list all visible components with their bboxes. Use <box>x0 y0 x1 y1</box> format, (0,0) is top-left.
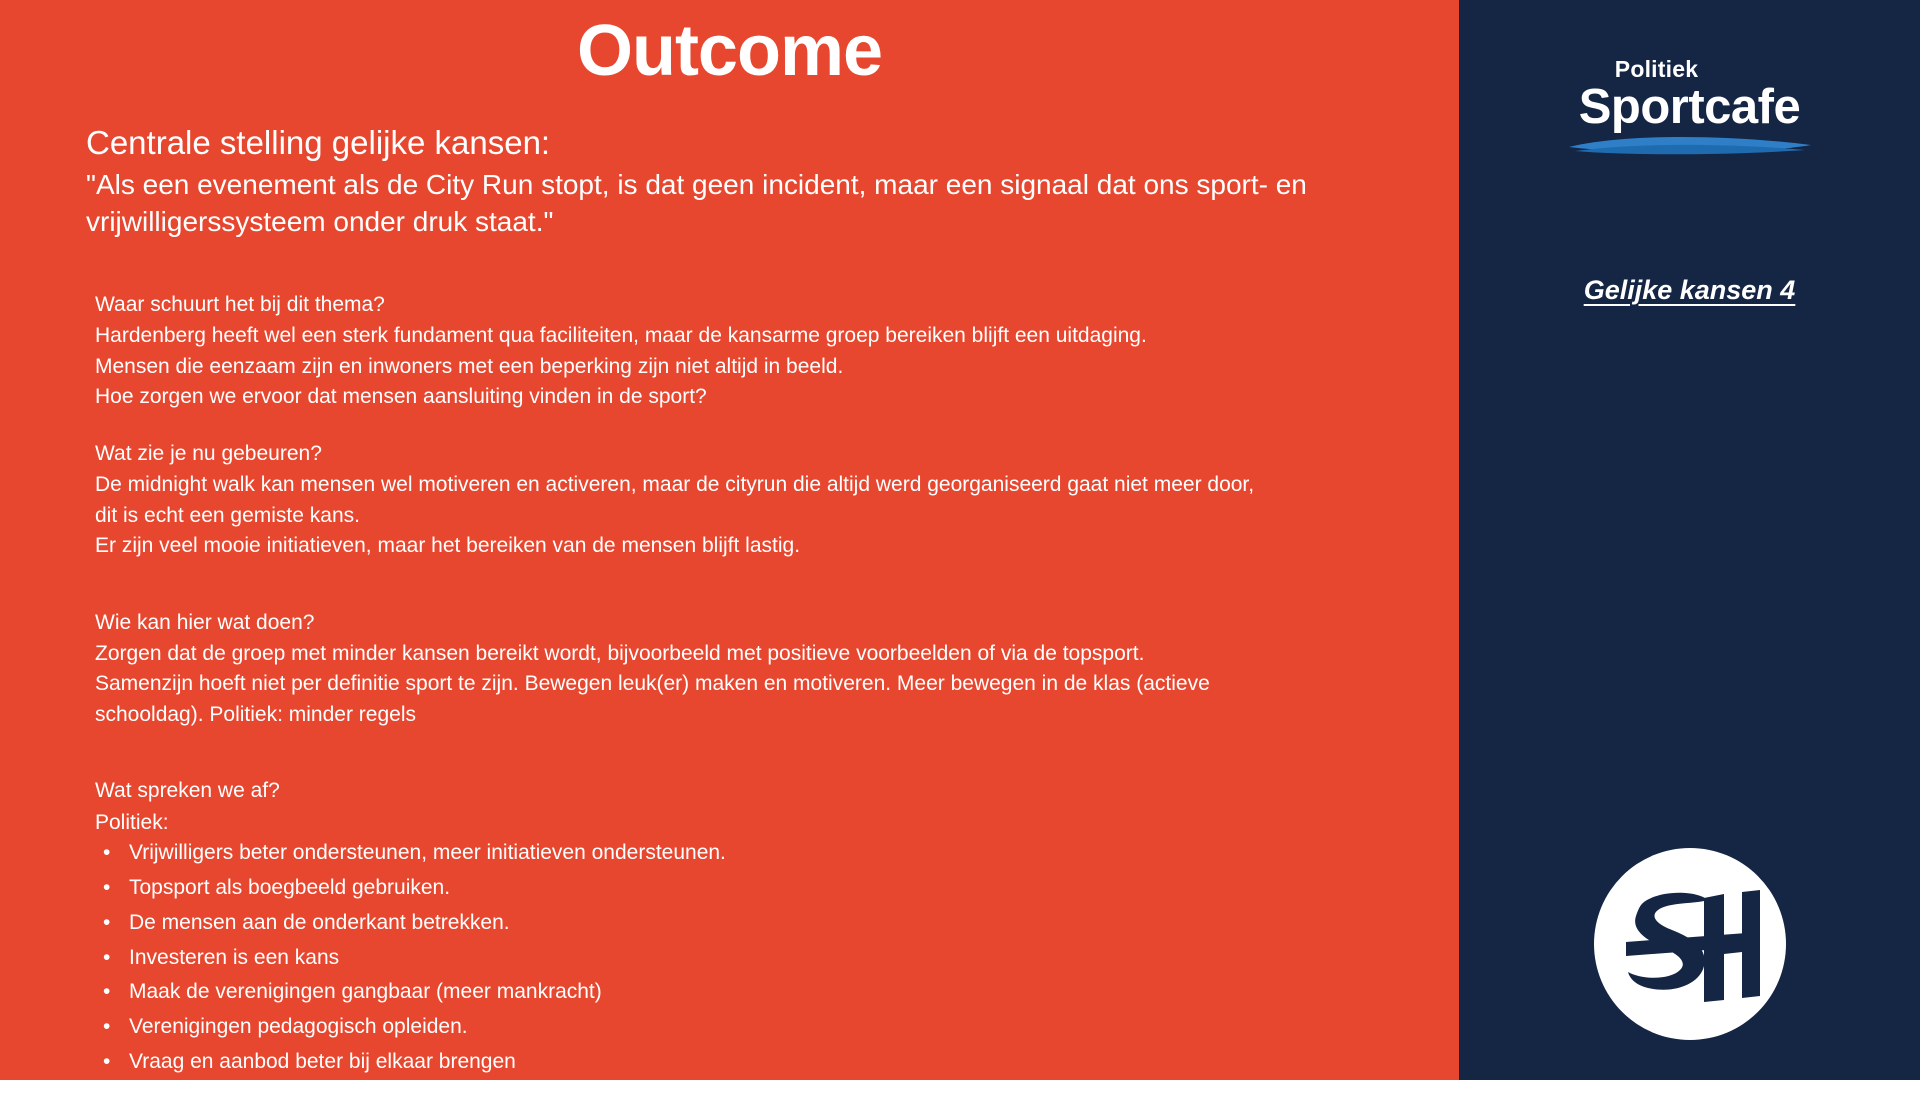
list-item: • Topsport als boegbeeld gebruiken. <box>95 873 1425 903</box>
section-heading: Wat spreken we af? <box>95 779 280 803</box>
section-wie-kan-hier-wat-doen <box>95 608 1425 731</box>
section-waar-schuurt <box>95 290 1425 413</box>
list-item: • De mensen aan de onderkant betrekken. <box>95 908 1425 938</box>
list-item: • Vrijwilligers beter ondersteunen, meer initiatieven ondersteunen. <box>95 838 1425 868</box>
subtitle-block <box>86 122 1416 241</box>
section-line: Er zijn veel mooie initiatieven, maar het bereiken van de mensen blijft lastig. <box>95 534 801 558</box>
list-item: • Maak de verenigingen gangbaar (meer mankracht) <box>95 977 1425 1007</box>
list-item: • Vraag en aanbod beter bij elkaar brengen <box>95 1047 1425 1077</box>
section-line: Samenzijn hoeft niet per definitie sport te zijn. Bewegen leuk(er) maken en motiveren. Meer bewegen in de klas (actieve <box>95 672 1210 696</box>
section-line: Hardenberg heeft wel een sterk fundament qua faciliteiten, maar de kansarme groep bereiken blijft een uitdaging. <box>95 324 1147 348</box>
section-line: schooldag). Politiek: minder regels <box>95 702 416 726</box>
section-heading: Wie kan hier wat doen? <box>95 610 315 634</box>
slide-topic-label: Gelijke kansen 4 <box>1583 275 1796 305</box>
section-line: dit is echt een gemiste kans. <box>95 503 360 527</box>
logo-sportcafe-text: Sportcafe <box>1578 80 1801 134</box>
subtitle-lead: Centrale stelling gelijke kansen: <box>86 124 551 161</box>
bullet-list <box>95 838 1425 1077</box>
sections-list <box>95 290 1425 1103</box>
sh-logo-icon <box>1592 846 1788 1042</box>
section-line: Mensen die eenzaam zijn en inwoners met een beperking zijn niet altijd in beeld. <box>95 354 844 378</box>
list-item: • Investeren is een kans <box>95 943 1425 973</box>
section-line: Zorgen dat de groep met minder kansen bereikt wordt, bijvoorbeeld met positieve voorbeelden of via de topsport. <box>95 641 1145 665</box>
page-title: Outcome <box>576 11 883 91</box>
logo <box>1459 58 1920 157</box>
sidebar <box>1459 0 1920 1080</box>
subtitle-quote: "Als een evenement als de City Run stopt, is dat geen incident, maar een signaal dat ons sport- en vrijwilligerssysteem onder druk staat." <box>86 169 1307 238</box>
section-wat-spreken-we-af <box>95 776 1425 1077</box>
list-item: • Verenigingen pedagogisch opleiden. <box>95 1012 1425 1042</box>
section-line: Politiek: <box>95 810 169 834</box>
swoosh-icon <box>1459 131 1920 157</box>
section-heading: Wat zie je nu gebeuren? <box>95 441 322 465</box>
section-heading: Waar schuurt het bij dit thema? <box>95 293 385 316</box>
logo-politiek-text: Politiek <box>1614 56 1699 82</box>
section-line: Hoe zorgen we ervoor dat mensen aansluiting vinden in de sport? <box>95 385 707 409</box>
section-line: De midnight walk kan mensen wel motiveren en activeren, maar de cityrun die altijd werd georganiseerd gaat niet meer door, <box>95 473 1255 497</box>
section-wat-zie-je <box>95 439 1425 562</box>
